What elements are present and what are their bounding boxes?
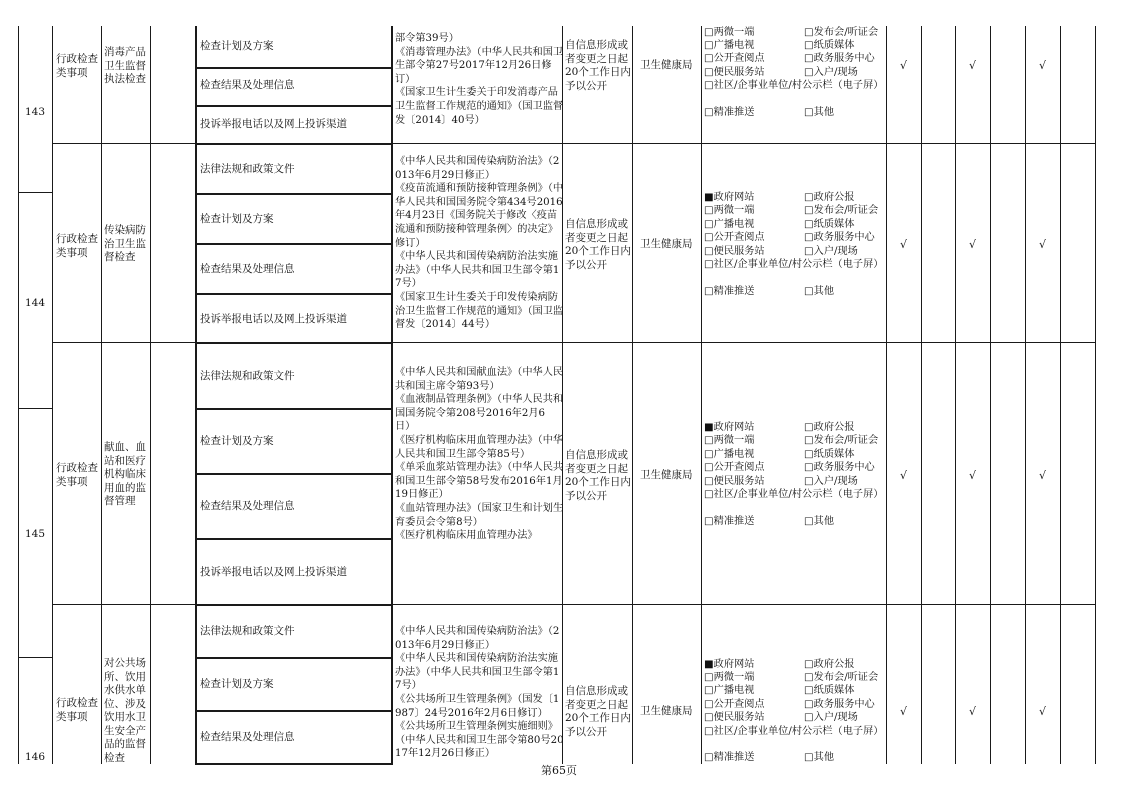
check-mark: √: [969, 238, 977, 251]
grid-line: [195, 26, 197, 764]
responsible-agency: 卫生健康局: [640, 705, 693, 717]
sub-item: 检查结果及处理信息: [200, 731, 295, 743]
channel-option: □纸质媒体: [804, 449, 855, 460]
channel-option: □社区/企事业单位/村公示栏（电子屏）: [704, 726, 884, 737]
channel-option: □政务服务中心: [804, 232, 875, 243]
row-number: 145: [25, 528, 46, 540]
grid-line: [195, 657, 393, 659]
grid-line: [886, 26, 887, 764]
grid-line: [1095, 26, 1096, 764]
sub-item: 检查结果及处理信息: [200, 79, 295, 91]
channel-option: □广播电视: [704, 40, 755, 51]
channel-option: □发布会/听证会: [804, 435, 879, 446]
sub-item: 检查计划及方案: [200, 213, 274, 225]
row-item: 对公共场所、饮用水供水单位、涉及饮用水卫生安全产品的监督检查: [104, 657, 146, 764]
channel-option: □公开查阅点: [704, 699, 765, 710]
channel-option: □两微一端: [704, 672, 755, 683]
check-mark: √: [969, 705, 977, 718]
grid-line: [195, 538, 393, 540]
row-item: 消毒产品卫生监督执法检查: [104, 46, 146, 85]
channel-option: □纸质媒体: [804, 219, 855, 230]
channel-option: □便民服务站: [704, 476, 765, 487]
channel-option: □政府公报: [804, 192, 855, 203]
channel-option: □两微一端: [704, 435, 755, 446]
channel-option: □政务服务中心: [804, 699, 875, 710]
channel-option: □精准推送: [704, 516, 755, 527]
sub-item: 法律法规和政策文件: [200, 370, 295, 382]
channel-option: □广播电视: [704, 219, 755, 230]
channel-option: □入户/现场: [804, 476, 858, 487]
sub-item: 法律法规和政策文件: [200, 625, 295, 637]
channel-option: □入户/现场: [804, 246, 858, 257]
grid-line: [195, 473, 393, 475]
legal-basis: 部令第39号） 《消毒管理办法》（中华人民共和国卫生部令第27号2017年12月26日修订） 《国家卫生计生委关于印发消毒产品卫生监督工作规范的通知》（国卫监督发〔2014〕40号）: [395, 33, 564, 126]
channel-option: □精准推送: [704, 286, 755, 297]
channel-option: □政务服务中心: [804, 462, 875, 473]
grid-line: [195, 342, 393, 344]
sub-item: 检查结果及处理信息: [200, 263, 295, 275]
channel-option: □政府公报: [804, 422, 855, 433]
responsible-agency: 卫生健康局: [640, 59, 693, 71]
row-number: 143: [25, 106, 46, 118]
channel-option: ■政府网站: [704, 422, 755, 433]
grid-line: [195, 193, 393, 195]
disclosure-timing: 自信息形成或者变更之日起20个工作日内予以公开: [565, 449, 631, 502]
sub-item: 投诉举报电话以及网上投诉渠道: [200, 566, 347, 578]
channel-option: ■政府网站: [704, 192, 755, 203]
row-category: 行政检查类事项: [56, 697, 98, 723]
legal-basis: 《中华人民共和国传染病防治法》（2013年6月29日修正） 《中华人民共和国传染病防治法实施办法》（中华人民共和国卫生部令第17号） 《公共场所卫生管理条例》（国发〔1987〕24号2016年2月6日修订） 《公共场所卫生管理条例实施细则》（中华人民共和国卫生部令第80号2017年12月26日修正）: [395, 626, 564, 760]
sub-item: 检查结果及处理信息: [200, 500, 295, 512]
channel-option: □发布会/听证会: [804, 205, 879, 216]
disclosure-timing: 自信息形成或者变更之日起20个工作日内予以公开: [565, 685, 631, 738]
check-mark: √: [900, 469, 908, 482]
channel-option: □社区/企事业单位/村公示栏（电子屏）: [704, 259, 884, 270]
channel-option: □纸质媒体: [804, 685, 855, 696]
grid-line: [195, 67, 393, 69]
channel-option: ■政府网站: [704, 659, 755, 670]
check-mark: √: [1039, 469, 1047, 482]
sub-item: 投诉举报电话以及网上投诉渠道: [200, 313, 347, 325]
channel-option: □发布会/听证会: [804, 27, 879, 38]
row-category: 行政检查类事项: [56, 462, 98, 488]
grid-line: [921, 26, 922, 764]
grid-line: [195, 105, 393, 107]
grid-line: [391, 26, 393, 764]
grid-line: [1060, 26, 1061, 764]
row-number: 144: [25, 297, 46, 309]
channel-option: □社区/企事业单位/村公示栏（电子屏）: [704, 80, 884, 91]
channel-option: □便民服务站: [704, 712, 765, 723]
page-number: 第65页: [541, 764, 577, 777]
channel-option: □政府公报: [804, 659, 855, 670]
channel-option: □公开查阅点: [704, 53, 765, 64]
grid-line: [632, 26, 633, 764]
channel-option: □广播电视: [704, 685, 755, 696]
channel-option: □纸质媒体: [804, 40, 855, 51]
channel-option: □便民服务站: [704, 246, 765, 257]
channel-option: □政务服务中心: [804, 53, 875, 64]
channel-option: □公开查阅点: [704, 232, 765, 243]
grid-line: [195, 293, 393, 295]
grid-line: [18, 657, 52, 658]
sub-item: 投诉举报电话以及网上投诉渠道: [200, 118, 347, 130]
grid-line: [195, 243, 393, 245]
channel-option: □入户/现场: [804, 712, 858, 723]
grid-line: [1025, 26, 1026, 764]
grid-line: [990, 26, 991, 764]
disclosure-timing: 自信息形成或者变更之日起20个工作日内予以公开: [565, 218, 631, 271]
grid-line: [195, 408, 393, 410]
grid-line: [955, 26, 956, 764]
channel-option: □两微一端: [704, 205, 755, 216]
channel-option: □广播电视: [704, 449, 755, 460]
grid-line: [18, 408, 52, 409]
legal-basis: 《中华人民共和国传染病防治法》（2013年6月29日修正） 《疫苗流通和预防接种管理条例》（中华人民共和国国务院令第434号2016年4月23日《国务院关于修改〈疫苗流通和预防接种管理条例〉的决定》修订） 《中华人民共和国传染病防治法实施办法》（中华人民共和国卫生部令第17号） 《国家卫生计生委关于印发传染病防治卫生监督工作规范的通知》（国卫监督发〔2014〕44号）: [395, 156, 564, 331]
channel-option: □发布会/听证会: [804, 672, 879, 683]
row-item: 献血、血站和医疗机构临床用血的监督管理: [104, 441, 146, 507]
check-mark: √: [900, 705, 908, 718]
channel-option: □便民服务站: [704, 67, 765, 78]
check-mark: √: [1039, 238, 1047, 251]
grid-line: [18, 26, 19, 764]
channel-option: □精准推送: [704, 752, 755, 763]
channel-option: □社区/企事业单位/村公示栏（电子屏）: [704, 489, 884, 500]
check-mark: √: [900, 238, 908, 251]
sub-item: 检查计划及方案: [200, 40, 274, 52]
check-mark: √: [1039, 705, 1047, 718]
check-mark: √: [969, 59, 977, 72]
grid-line: [195, 143, 393, 145]
check-mark: √: [969, 469, 977, 482]
legal-basis: 《中华人民共和国献血法》（中华人民共和国主席令第93号） 《血液制品管理条例》（中华人民共和国国务院令第208号2016年2月6日） 《医疗机构临床用血管理办法》（中华人民共和国卫生部令第85号） 《单采血浆站管理办法》（中华人民共和国卫生部令第58号发布2016年1月19日修正） 《血站管理办法》（国家卫生和计划生育委员会令第8号） 《医疗机构临床用血管理办法》: [395, 367, 564, 542]
responsible-agency: 卫生健康局: [640, 469, 693, 481]
row-category: 行政检查类事项: [56, 233, 98, 259]
channel-option: □精准推送: [704, 107, 755, 118]
sub-item: 法律法规和政策文件: [200, 163, 295, 175]
responsible-agency: 卫生健康局: [640, 238, 693, 250]
channel-option: □其他: [804, 286, 835, 297]
grid-line: [101, 26, 102, 764]
sub-item: 检查计划及方案: [200, 678, 274, 690]
grid-line: [195, 710, 393, 712]
disclosure-timing: 自信息形成或者变更之日起20个工作日内予以公开: [565, 39, 631, 92]
channel-option: □公开查阅点: [704, 462, 765, 473]
channel-option: □入户/现场: [804, 67, 858, 78]
row-number: 146: [25, 751, 46, 763]
grid-line: [18, 192, 52, 193]
row-item: 传染病防治卫生监督检查: [104, 224, 146, 263]
grid-line: [150, 26, 151, 764]
grid-line: [52, 26, 53, 764]
channel-option: □其他: [804, 516, 835, 527]
grid-line: [701, 26, 702, 764]
sub-item: 检查计划及方案: [200, 435, 274, 447]
channel-option: □两微一端: [704, 27, 755, 38]
grid-line: [195, 763, 393, 765]
channel-option: □其他: [804, 107, 835, 118]
row-category: 行政检查类事项: [56, 53, 98, 79]
check-mark: √: [1039, 59, 1047, 72]
grid-line: [195, 604, 393, 606]
check-mark: √: [900, 59, 908, 72]
channel-option: □其他: [804, 752, 835, 763]
